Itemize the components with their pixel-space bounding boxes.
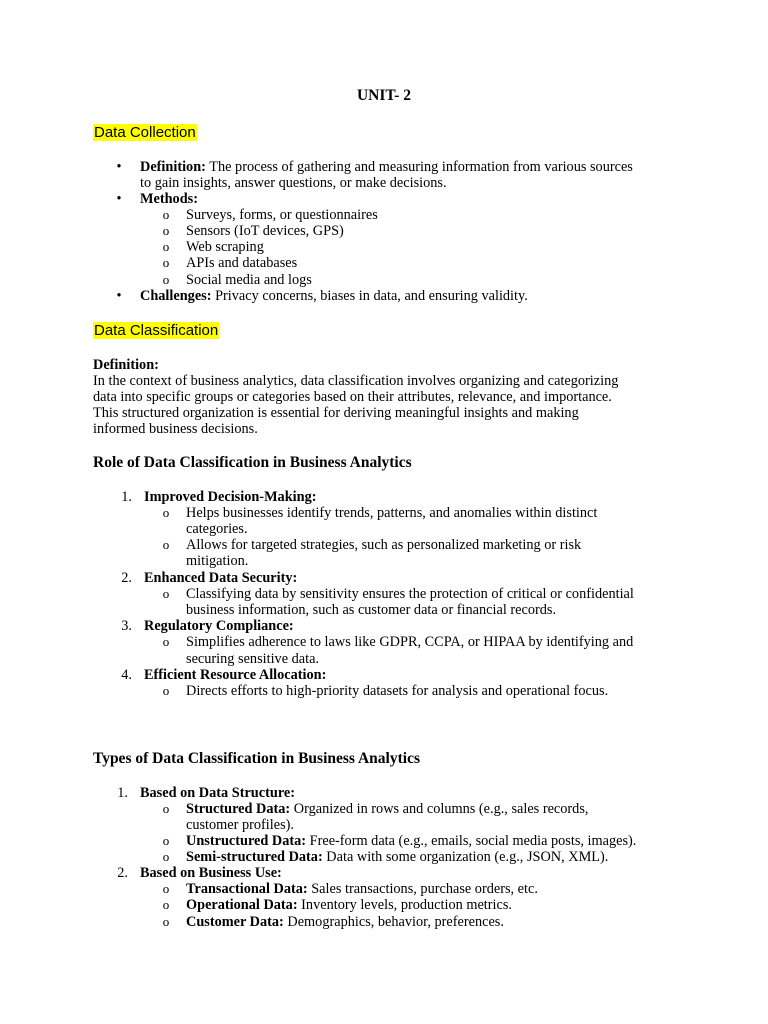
- bullet-icon: •: [116, 288, 122, 304]
- list-number: 1.: [121, 489, 132, 505]
- circle-bullet-icon: o: [162, 239, 170, 254]
- list-item: securing sensitive data.: [186, 651, 320, 667]
- list-item: Structured Data: Organized in rows and columns (e.g., sales records,: [186, 801, 589, 817]
- section-heading-data-collection: Data Collection: [94, 124, 196, 141]
- circle-bullet-icon: o: [162, 207, 170, 222]
- list-item-label: Efficient Resource Allocation:: [144, 667, 327, 683]
- list-number: 3.: [121, 618, 132, 634]
- list-item: APIs and databases: [186, 255, 298, 271]
- list-item: Customer Data: Demographics, behavior, preferences.: [186, 914, 504, 930]
- circle-bullet-icon: o: [162, 683, 170, 698]
- list-number: 2.: [121, 570, 132, 586]
- list-number: 2.: [117, 865, 128, 881]
- circle-bullet-icon: o: [162, 634, 170, 649]
- definition-line: Definition: The process of gathering and measuring information from various sources: [140, 159, 633, 175]
- circle-bullet-icon: o: [162, 881, 170, 896]
- list-item: Semi-structured Data: Data with some organization (e.g., JSON, XML).: [186, 849, 609, 865]
- circle-bullet-icon: o: [162, 897, 170, 912]
- list-item: Allows for targeted strategies, such as personalized marketing or risk: [186, 537, 582, 553]
- circle-bullet-icon: o: [162, 223, 170, 238]
- list-item-label: Based on Data Structure:: [140, 785, 296, 801]
- list-item-label: Based on Business Use:: [140, 865, 282, 881]
- list-item: Helps businesses identify trends, patterns, and anomalies within distinct: [186, 505, 598, 521]
- page-title: UNIT- 2: [356, 87, 412, 104]
- list-item: Simplifies adherence to laws like GDPR, CCPA, or HIPAA by identifying and: [186, 634, 634, 650]
- circle-bullet-icon: o: [162, 537, 170, 552]
- methods-label: Methods:: [140, 191, 198, 207]
- paragraph-line: This structured organization is essential for deriving meaningful insights and making: [93, 405, 579, 421]
- circle-bullet-icon: o: [162, 849, 170, 864]
- list-item: mitigation.: [186, 553, 249, 569]
- list-item: Surveys, forms, or questionnaires: [186, 207, 378, 223]
- list-item: Classifying data by sensitivity ensures the protection of critical or confidential: [186, 586, 634, 602]
- circle-bullet-icon: o: [162, 914, 170, 929]
- circle-bullet-icon: o: [162, 272, 170, 287]
- definition-label: Definition:: [93, 357, 159, 373]
- section-heading-data-classification: Data Classification: [94, 322, 219, 339]
- bullet-icon: •: [116, 191, 122, 207]
- list-item: customer profiles).: [186, 817, 294, 833]
- bullet-icon: •: [116, 159, 122, 175]
- list-item: categories.: [186, 521, 248, 537]
- circle-bullet-icon: o: [162, 833, 170, 848]
- list-item-label: Improved Decision-Making:: [144, 489, 317, 505]
- list-item: Web scraping: [186, 239, 264, 255]
- list-item: business information, such as customer data or financial records.: [186, 602, 557, 618]
- list-item: Directs efforts to high-priority datasets for analysis and operational focus.: [186, 683, 609, 699]
- list-item: Social media and logs: [186, 272, 312, 288]
- challenges-line: Challenges: Privacy concerns, biases in data, and ensuring validity.: [140, 288, 528, 304]
- paragraph-line: data into specific groups or categories based on their attributes, relevance, and importance.: [93, 389, 612, 405]
- section-heading-role: Role of Data Classification in Business Analytics: [93, 454, 412, 471]
- list-item-label: Enhanced Data Security:: [144, 570, 298, 586]
- list-item-label: Regulatory Compliance:: [144, 618, 294, 634]
- circle-bullet-icon: o: [162, 801, 170, 816]
- list-number: 1.: [117, 785, 128, 801]
- list-item: Operational Data: Inventory levels, production metrics.: [186, 897, 512, 913]
- circle-bullet-icon: o: [162, 505, 170, 520]
- paragraph-line: In the context of business analytics, data classification involves organizing and categorizing: [93, 373, 619, 389]
- definition-line-2: to gain insights, answer questions, or make decisions.: [140, 175, 447, 191]
- list-item: Unstructured Data: Free-form data (e.g., emails, social media posts, images).: [186, 833, 637, 849]
- list-number: 4.: [121, 667, 132, 683]
- list-item: Transactional Data: Sales transactions, purchase orders, etc.: [186, 881, 538, 897]
- list-item: Sensors (IoT devices, GPS): [186, 223, 344, 239]
- paragraph-line: informed business decisions.: [93, 421, 258, 437]
- circle-bullet-icon: o: [162, 255, 170, 270]
- circle-bullet-icon: o: [162, 586, 170, 601]
- section-heading-types: Types of Data Classification in Business Analytics: [93, 750, 420, 767]
